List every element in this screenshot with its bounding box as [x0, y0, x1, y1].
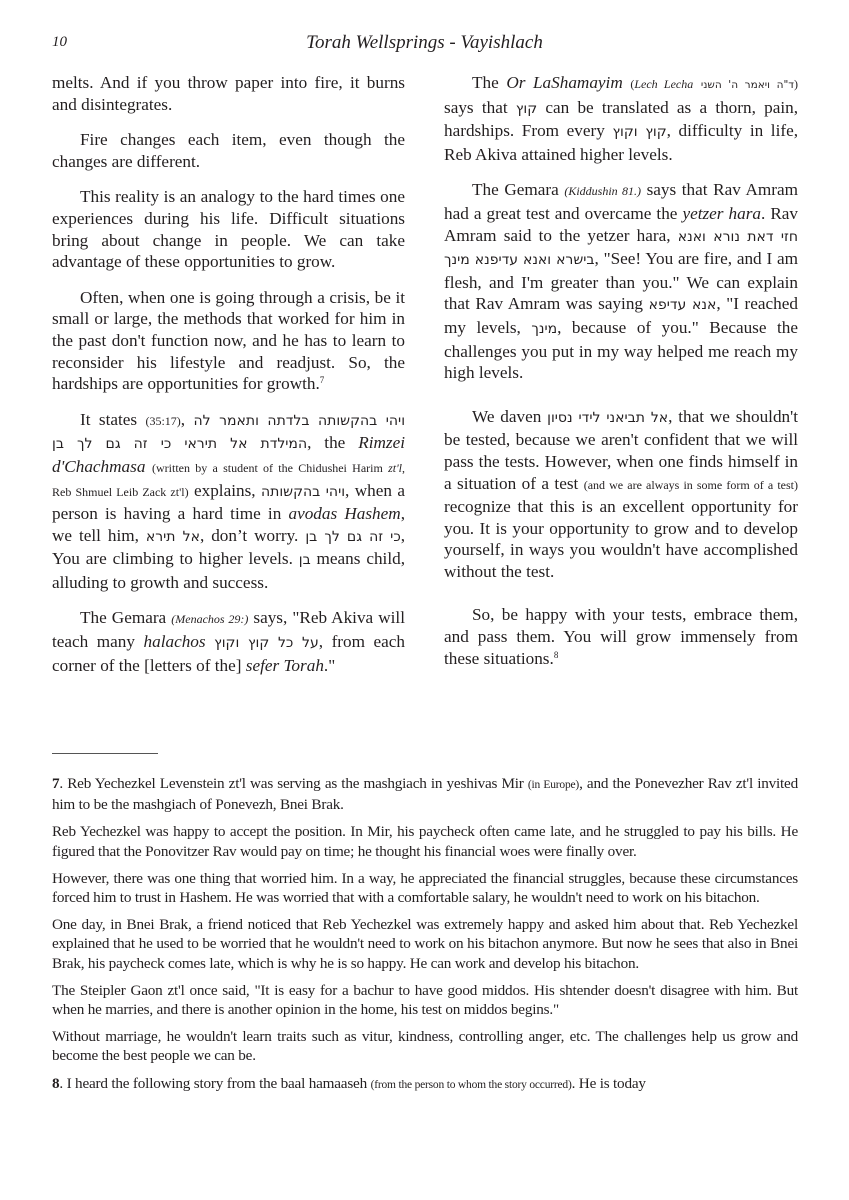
footnote-ref[interactable]: 7 [319, 375, 325, 386]
paragraph: Often, when one is going through a crisis, be it small or large, the methods that worked for him in the past don't function now, and he has to learn to reconsider his lifestyle and readjust. So, the hardships are opportunities for growth.$^7$ [52, 287, 405, 394]
hebrew-quote: כי זה גם לך בן [305, 528, 401, 545]
hebrew-quote: אל תביאני לידי נסיון [547, 409, 669, 426]
running-title: Torah Wellsprings - Vayishlach [306, 32, 543, 53]
paragraph: The Gemara (Kiddushin 81.) says that Rav Amram had a great test and overcame the yetzer hara. Rav Amram said to the yetzer hara, חזי דאת נורא ואנא בישרא ואנא עדיפנא מינך, "See! You are fire, and I am flesh, and I'm greater than you." We can explain that Rav Amram was saying אנא עדיפא, "I reached my levels, מינך, because of you." Because the challenges you put in my way helped me reach my high levels. [444, 180, 799, 383]
verse-ref: (35:17) [145, 413, 181, 428]
paragraph: melts. And if you throw paper into fire, it burns and disintegrates. [52, 73, 405, 114]
left-column [52, 72, 405, 690]
hebrew-word: קוץ [515, 100, 538, 117]
hebrew-quote: אנא עדיפא [648, 297, 717, 314]
footnote-paragraph: Reb Yechezkel was happy to accept the position. In Mir, his paycheck often came late, and he struggled to pay his bills. He figured that the Ponovitzer Rav would pay on time; he thought his financial woes were finally over. [52, 823, 798, 860]
footnote-number: 8 [52, 1074, 60, 1092]
right-column [444, 72, 798, 683]
footnote-7: 7. Reb Yechezkel Levenstein zt'l was serving as the mashgiach in yeshivas Mir (in Europe), and the Ponevezher Rav zt'l invited him to be the mashgiach of Ponevezh, Bnei Brak. [52, 775, 798, 814]
page-header [52, 32, 797, 58]
hebrew-word: מינך [531, 320, 558, 337]
hebrew-quote: ויהי בהקשותה [260, 483, 346, 500]
footnote-paragraph: However, there was one thing that worried him. In a way, he appreciated the financial struggles, because these circumstances forced him to trust in Hashem. He was worried that with a comfortable salary, he wouldn't need to work on his bitachon. [52, 869, 798, 907]
paragraph: So, be happy with your tests, embrace them, and pass them. You will grow immensely from these situations.$^8$ [444, 605, 798, 668]
book-title: Or LaShamayim [506, 73, 623, 92]
paragraph: This reality is an analogy to the hard times one experiences during his life. Difficult situations bring about change in people. We can take advantage of these opportunities to grow. [52, 187, 405, 272]
paragraph: Fire changes each item, even though the changes are different. [52, 130, 405, 171]
footnote-ref[interactable]: 8 [553, 649, 559, 660]
footnote-paragraph: Without marriage, he wouldn't learn traits such as vitur, kindness, controlling anger, etc. The challenges help us grow and become the best people we can be. [52, 1028, 798, 1065]
source-ref: (Menachos 29:) [171, 612, 249, 627]
hebrew-quote: חזי דאת נורא ואנא בישרא ואנא עדיפנא מינך [444, 228, 798, 269]
footnotes [52, 774, 798, 1103]
paragraph: The Gemara (Menachos 29:) says, "Reb Akiva will teach many halachos על כל קוץ וקוץ, from each corner of the [letters of the] sefer Torah." [52, 608, 406, 675]
hebrew-quote: אל תירא [145, 528, 200, 545]
page-number: 10 [52, 34, 67, 50]
footnote-divider [52, 753, 158, 754]
source-ref: (Kiddushin 81.) [564, 184, 641, 199]
paragraph: The Or LaShamayim (Lech Lecha ד"ה ויאמר ה' השני) says that קוץ can be translated as a thorn, pain, hardships. From every קוץ וקוץ, difficulty in life, Reb Akiva attained higher levels. [444, 73, 799, 164]
hebrew-quote: על כל קוץ וקוץ [214, 635, 319, 652]
footnote-number: 7 [52, 775, 60, 792]
footnote-8: 8. I heard the following story from the baal hamaaseh (from the person to whom the story occurred). He is today [52, 1074, 646, 1092]
footnote-paragraph: One day, in Bnei Brak, a friend noticed that Reb Yechezkel was extremely happy and asked him about that. Reb Yechezkel explained that he used to be worried that he wouldn't need to work on his bitachon anymore. But now he sees that also in Bnei Brak, his paycheck comes late, which is why he is so happy. He can work and develop his bitachon. [52, 916, 798, 972]
hebrew-word: בן [298, 552, 311, 569]
footnote-paragraph: The Steipler Gaon zt'l once said, "It is easy for a bachur to have good middos. His shtender doesn't disagree with him. But when he marries, and there is another opinion in the home, his test on middos begins." [52, 981, 798, 1019]
book-title: Rimzei d'Chachmasa [52, 433, 406, 476]
hebrew-quote: קוץ וקוץ [612, 124, 667, 141]
paragraph: It states (35:17), ויהי בהקשותה בלדתה ותאמר לה המילדת אל תיראי כי זה גם לך בן, the Rimzei d'Chachmasa (written by a student of the Chidushei Harim zt'l, Reb Shmuel Leib Zack zt'l) explains, ויהי בהקשותה, when a person is having a hard time in avodas Hashem, we tell him, אל תירא, don’t worry. כי זה גם לך בן, You are climbing to higher levels. בן means child, alluding to growth and success. [52, 409, 406, 592]
paragraph: We daven אל תביאני לידי נסיון, that we shouldn't be tested, because we aren't confident that we will pass the tests. However, when one finds himself in a situation of a test (and we are always in some form of a test) recognize that this is an excellent opportunity for you. It is your opportunity to grow and to develop yourself, in ways you wouldn't have accomplished without the test. [444, 406, 799, 581]
hebrew-quote: ויהי בהקשותה בלדתה ותאמר לה המילדת אל תיראי כי זה גם לך בן [52, 412, 406, 453]
